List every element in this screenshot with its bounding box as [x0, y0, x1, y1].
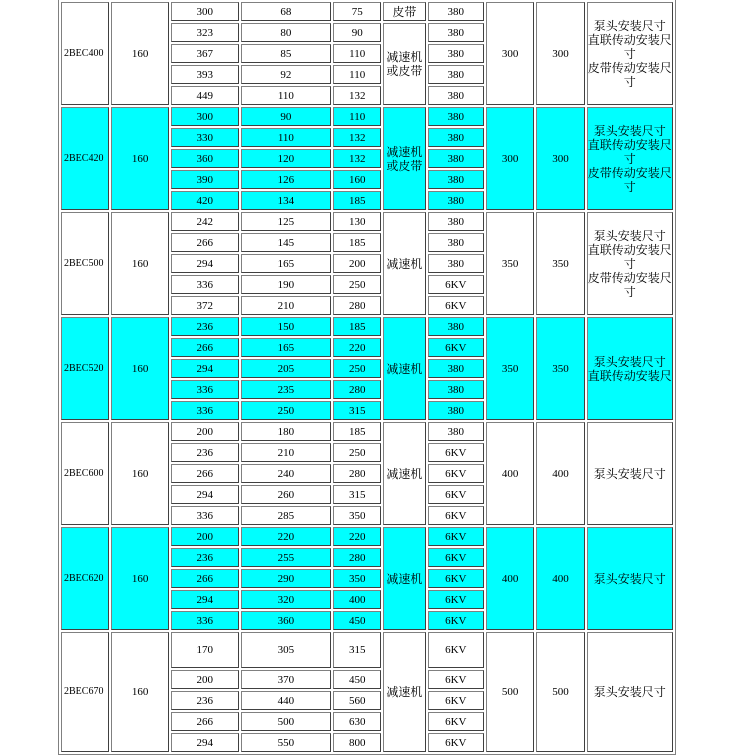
note-line: 泵头安装尺寸	[593, 466, 666, 481]
speed-cell: 266	[171, 233, 239, 252]
power-cell: 240	[241, 464, 331, 483]
power-cell: 260	[241, 485, 331, 504]
voltage-cell: 6KV	[428, 506, 485, 525]
speed-cell: 393	[171, 65, 239, 84]
motor-power-cell: 400	[333, 590, 381, 609]
power-cell: 150	[241, 317, 331, 336]
speed-cell: 294	[171, 590, 239, 609]
speed-cell: 266	[171, 712, 239, 731]
install-dim-b-cell: 400	[536, 527, 584, 630]
voltage-cell: 6KV	[428, 275, 485, 294]
table-row	[61, 107, 673, 126]
voltage-cell: 380	[428, 212, 485, 231]
table-row	[61, 2, 673, 21]
voltage-cell: 6KV	[428, 590, 485, 609]
motor-power-cell: 315	[333, 485, 381, 504]
note-line: 皮带传动安装尺寸	[587, 60, 672, 89]
motor-power-cell: 315	[333, 401, 381, 420]
speed-cell: 336	[171, 401, 239, 420]
voltage-cell: 380	[428, 149, 485, 168]
motor-power-cell: 280	[333, 464, 381, 483]
voltage-cell: 380	[428, 86, 485, 105]
install-dim-a-cell: 400	[486, 422, 534, 525]
motor-power-cell: 185	[333, 191, 381, 210]
speed-cell: 294	[171, 254, 239, 273]
voltage-cell: 6KV	[428, 611, 485, 630]
model-cell: 2BEC420	[61, 107, 109, 210]
speed-cell: 420	[171, 191, 239, 210]
motor-power-cell: 110	[333, 44, 381, 63]
motor-power-cell: 75	[333, 2, 381, 21]
note-line: 泵头安装尺寸	[593, 354, 666, 369]
note-cell	[587, 2, 673, 105]
speed-cell: 236	[171, 691, 239, 710]
speed-cell: 200	[171, 527, 239, 546]
dimension-cell: 160	[111, 212, 169, 315]
motor-power-cell: 630	[333, 712, 381, 731]
table-row	[61, 422, 673, 441]
voltage-cell: 6KV	[428, 338, 485, 357]
motor-power-cell: 560	[333, 691, 381, 710]
voltage-cell: 6KV	[428, 443, 485, 462]
power-cell: 210	[241, 443, 331, 462]
install-dim-b-cell: 350	[536, 212, 584, 315]
speed-cell: 266	[171, 569, 239, 588]
speed-cell: 323	[171, 23, 239, 42]
motor-power-cell: 220	[333, 338, 381, 357]
voltage-cell: 380	[428, 44, 485, 63]
voltage-cell: 380	[428, 422, 485, 441]
speed-cell: 294	[171, 485, 239, 504]
install-dim-a-cell: 300	[486, 2, 534, 105]
model-cell: 2BEC400	[61, 2, 109, 105]
voltage-cell: 6KV	[428, 485, 485, 504]
voltage-cell: 380	[428, 401, 485, 420]
model-cell: 2BEC520	[61, 317, 109, 420]
voltage-cell: 380	[428, 2, 485, 21]
spec-table-container	[58, 0, 678, 749]
note-cell	[587, 632, 673, 752]
speed-cell: 336	[171, 506, 239, 525]
power-cell: 125	[241, 212, 331, 231]
power-cell: 235	[241, 380, 331, 399]
dimension-cell: 160	[111, 632, 169, 752]
speed-cell: 449	[171, 86, 239, 105]
motor-power-cell: 250	[333, 359, 381, 378]
drive-cell: 减速机或皮带	[383, 107, 425, 210]
model-cell: 2BEC500	[61, 212, 109, 315]
note-line: 直联传动安装尺	[587, 368, 672, 383]
power-cell: 250	[241, 401, 331, 420]
power-cell: 370	[241, 670, 331, 689]
speed-cell: 200	[171, 422, 239, 441]
model-cell: 2BEC670	[61, 632, 109, 752]
voltage-cell: 6KV	[428, 548, 485, 567]
motor-power-cell: 185	[333, 422, 381, 441]
motor-power-cell: 250	[333, 275, 381, 294]
motor-power-cell: 130	[333, 212, 381, 231]
motor-power-cell: 450	[333, 611, 381, 630]
speed-cell: 236	[171, 443, 239, 462]
speed-cell: 170	[171, 632, 239, 668]
speed-cell: 367	[171, 44, 239, 63]
note-line: 皮带传动安装尺寸	[587, 270, 672, 299]
speed-cell: 336	[171, 380, 239, 399]
note-cell	[587, 527, 673, 630]
table-row	[61, 212, 673, 231]
install-dim-a-cell: 400	[486, 527, 534, 630]
motor-power-cell: 280	[333, 380, 381, 399]
note-line: 泵头安装尺寸	[593, 123, 666, 138]
dimension-cell: 160	[111, 422, 169, 525]
power-cell: 68	[241, 2, 331, 21]
note-line: 直联传动安装尺寸	[587, 242, 672, 271]
note-cell	[587, 317, 673, 420]
voltage-cell: 6KV	[428, 527, 485, 546]
install-dim-b-cell: 400	[536, 422, 584, 525]
note-line: 皮带传动安装尺寸	[587, 165, 672, 194]
power-cell: 80	[241, 23, 331, 42]
voltage-cell: 380	[428, 128, 485, 147]
speed-cell: 294	[171, 359, 239, 378]
note-cell	[587, 212, 673, 315]
voltage-cell: 380	[428, 317, 485, 336]
power-cell: 165	[241, 254, 331, 273]
voltage-cell: 6KV	[428, 733, 485, 752]
speed-cell: 360	[171, 149, 239, 168]
install-dim-b-cell: 500	[536, 632, 584, 752]
voltage-cell: 380	[428, 23, 485, 42]
install-dim-b-cell: 350	[536, 317, 584, 420]
note-line: 泵头安装尺寸	[593, 18, 666, 33]
voltage-cell: 380	[428, 107, 485, 126]
speed-cell: 266	[171, 464, 239, 483]
note-line: 泵头安装尺寸	[593, 685, 666, 699]
motor-power-cell: 132	[333, 149, 381, 168]
speed-cell: 200	[171, 670, 239, 689]
model-cell: 2BEC620	[61, 527, 109, 630]
note-line: 直联传动安装尺寸	[587, 32, 672, 61]
power-cell: 320	[241, 590, 331, 609]
speed-cell: 236	[171, 548, 239, 567]
install-dim-a-cell: 350	[486, 317, 534, 420]
install-dim-a-cell: 350	[486, 212, 534, 315]
power-cell: 190	[241, 275, 331, 294]
power-cell: 305	[241, 632, 331, 668]
motor-power-cell: 315	[333, 632, 381, 668]
voltage-cell: 380	[428, 359, 485, 378]
voltage-cell: 6KV	[428, 632, 485, 668]
voltage-cell: 6KV	[428, 569, 485, 588]
voltage-cell: 380	[428, 65, 485, 84]
motor-power-cell: 350	[333, 569, 381, 588]
power-cell: 220	[241, 527, 331, 546]
voltage-cell: 380	[428, 191, 485, 210]
power-cell: 110	[241, 86, 331, 105]
drive-cell: 减速机或皮带	[383, 23, 425, 105]
pump-spec-table	[58, 0, 676, 755]
install-dim-b-cell: 300	[536, 2, 584, 105]
drive-cell: 减速机	[383, 422, 425, 525]
table-row	[61, 527, 673, 546]
motor-power-cell: 350	[333, 506, 381, 525]
speed-cell: 266	[171, 338, 239, 357]
power-cell: 90	[241, 107, 331, 126]
voltage-cell: 380	[428, 254, 485, 273]
speed-cell: 336	[171, 275, 239, 294]
motor-power-cell: 200	[333, 254, 381, 273]
power-cell: 285	[241, 506, 331, 525]
voltage-cell: 6KV	[428, 670, 485, 689]
motor-power-cell: 132	[333, 86, 381, 105]
note-line: 泵头安装尺寸	[593, 228, 666, 243]
voltage-cell: 380	[428, 233, 485, 252]
motor-power-cell: 110	[333, 65, 381, 84]
motor-power-cell: 132	[333, 128, 381, 147]
speed-cell: 300	[171, 2, 239, 21]
motor-power-cell: 160	[333, 170, 381, 189]
motor-power-cell: 110	[333, 107, 381, 126]
table-row	[61, 317, 673, 336]
table-row	[61, 632, 673, 668]
drive-cell: 皮带	[383, 2, 425, 21]
note-line: 直联传动安装尺寸	[587, 137, 672, 166]
power-cell: 255	[241, 548, 331, 567]
note-cell	[587, 422, 673, 525]
motor-power-cell: 280	[333, 548, 381, 567]
power-cell: 500	[241, 712, 331, 731]
speed-cell: 336	[171, 611, 239, 630]
power-cell: 134	[241, 191, 331, 210]
power-cell: 120	[241, 149, 331, 168]
voltage-cell: 6KV	[428, 296, 485, 315]
speed-cell: 294	[171, 733, 239, 752]
install-dim-a-cell: 500	[486, 632, 534, 752]
power-cell: 85	[241, 44, 331, 63]
motor-power-cell: 185	[333, 233, 381, 252]
drive-cell: 减速机	[383, 527, 425, 630]
motor-power-cell: 220	[333, 527, 381, 546]
dimension-cell: 160	[111, 2, 169, 105]
power-cell: 205	[241, 359, 331, 378]
install-dim-a-cell: 300	[486, 107, 534, 210]
power-cell: 110	[241, 128, 331, 147]
power-cell: 210	[241, 296, 331, 315]
power-cell: 92	[241, 65, 331, 84]
speed-cell: 390	[171, 170, 239, 189]
drive-cell: 减速机	[383, 212, 425, 315]
note-cell	[587, 107, 673, 210]
model-cell: 2BEC600	[61, 422, 109, 525]
voltage-cell: 6KV	[428, 691, 485, 710]
voltage-cell: 380	[428, 170, 485, 189]
power-cell: 360	[241, 611, 331, 630]
motor-power-cell: 800	[333, 733, 381, 752]
power-cell: 126	[241, 170, 331, 189]
motor-power-cell: 250	[333, 443, 381, 462]
note-line: 泵头安装尺寸	[593, 571, 666, 586]
power-cell: 145	[241, 233, 331, 252]
drive-cell: 减速机	[383, 317, 425, 420]
drive-cell: 减速机	[383, 632, 425, 752]
power-cell: 180	[241, 422, 331, 441]
power-cell: 550	[241, 733, 331, 752]
speed-cell: 236	[171, 317, 239, 336]
speed-cell: 330	[171, 128, 239, 147]
motor-power-cell: 280	[333, 296, 381, 315]
power-cell: 290	[241, 569, 331, 588]
motor-power-cell: 90	[333, 23, 381, 42]
power-cell: 165	[241, 338, 331, 357]
dimension-cell: 160	[111, 317, 169, 420]
install-dim-b-cell: 300	[536, 107, 584, 210]
voltage-cell: 380	[428, 380, 485, 399]
speed-cell: 372	[171, 296, 239, 315]
motor-power-cell: 185	[333, 317, 381, 336]
speed-cell: 242	[171, 212, 239, 231]
speed-cell: 300	[171, 107, 239, 126]
power-cell: 440	[241, 691, 331, 710]
voltage-cell: 6KV	[428, 464, 485, 483]
dimension-cell: 160	[111, 527, 169, 630]
motor-power-cell: 450	[333, 670, 381, 689]
voltage-cell: 6KV	[428, 712, 485, 731]
dimension-cell: 160	[111, 107, 169, 210]
